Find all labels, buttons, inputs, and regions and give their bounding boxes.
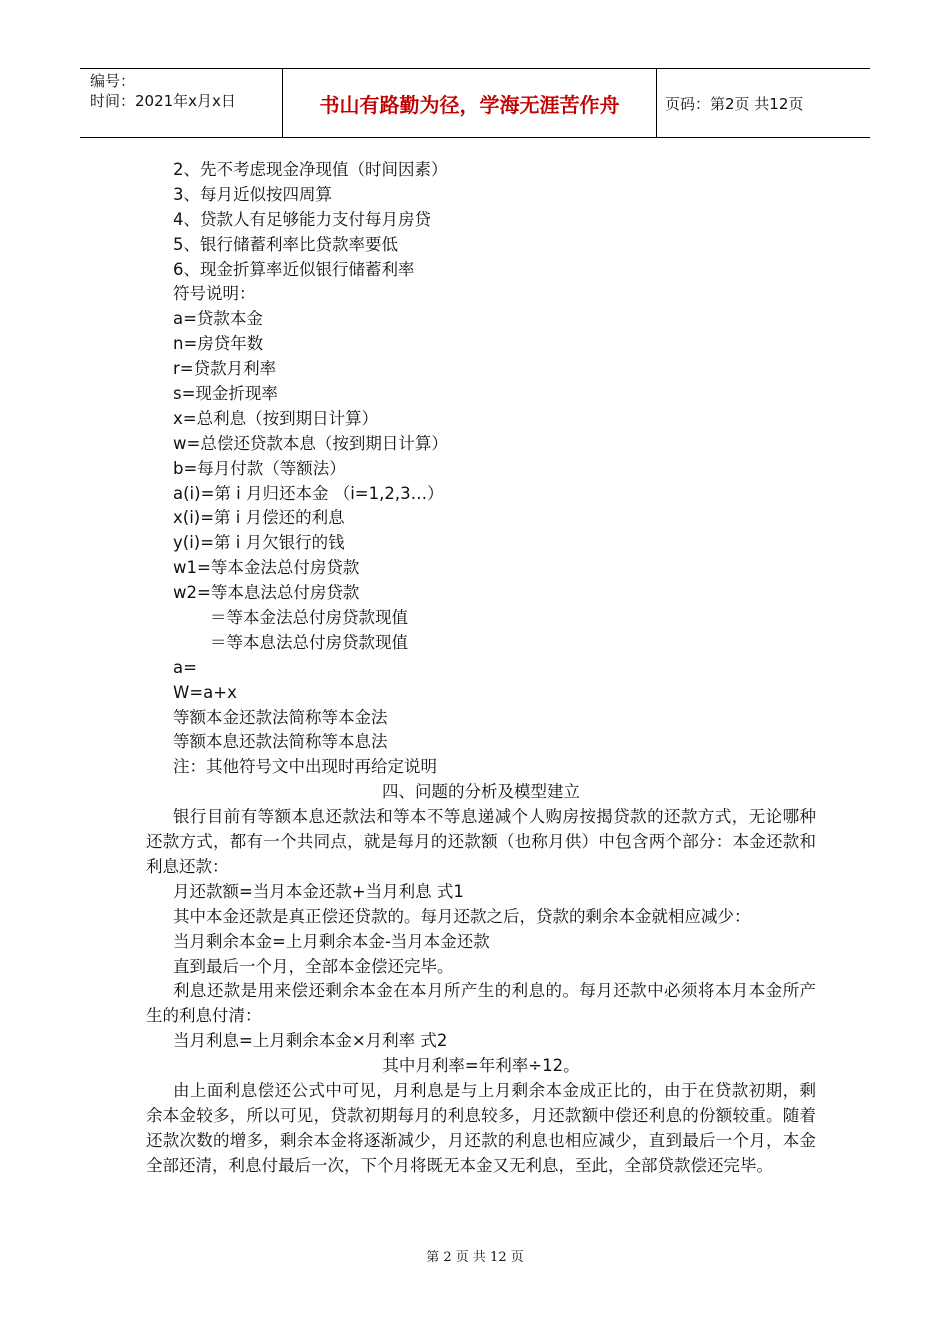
symbol-pv1: ＝等本金法总付房贷款现值: [210, 608, 408, 628]
symbol-ai: a(i)=第 i 月归还本金 （i=1,2,3…）: [173, 483, 444, 503]
paragraph-2: 其中本金还款是真正偿还贷款的。每月还款之后，贷款的剩余本金就相应减少：: [173, 906, 751, 926]
assumption-4: 4、贷款人有足够能力支付每月房贷: [173, 209, 431, 229]
symbol-n: n=房贷年数: [173, 334, 264, 354]
time-label: 时间：2021年x月x日: [90, 92, 236, 110]
page-footer: 第 2 页 共 12 页: [426, 1250, 524, 1265]
symbol-heading: 符号说明：: [173, 284, 256, 304]
abbrev-2: 等额本息还款法简称等本息法: [173, 732, 388, 752]
symbol-b: b=每月付款（等额法）: [173, 458, 346, 478]
symbol-w1: w1=等本金法总付房贷款: [173, 558, 360, 578]
symbol-a: a=贷款本金: [173, 309, 263, 329]
assumption-2: 2、先不考虑现金净现值（时间因素）: [173, 160, 448, 179]
symbol-yi: y(i)=第 i 月欠银行的钱: [173, 533, 345, 553]
symbol-x: x=总利息（按到期日计算）: [173, 408, 379, 428]
formula-3: 当月利息=上月剩余本金×月利率 式2: [173, 1031, 448, 1051]
paragraph-3: 直到最后一个月，全部本金偿还完毕。: [173, 956, 454, 976]
paragraph-4: 利息还款是用来偿还剩余本金在本月所产生的利息的。每月还款中必须将本月本金所产生的利息付清：: [146, 981, 816, 1026]
assumption-6: 6、现金折算率近似银行储蓄利率: [173, 259, 415, 279]
formula-w: W=a+x: [173, 682, 237, 702]
formula-a: a=: [173, 657, 197, 677]
header-page-info: 页码：第2页 共12页: [665, 94, 804, 113]
assumption-3: 3、每月近似按四周算: [173, 184, 332, 204]
assumption-5: 5、银行储蓄利率比贷款率要低: [173, 234, 398, 254]
symbol-s: s=现金折现率: [173, 384, 278, 404]
formula-4: 其中月利率=年利率÷12。: [382, 1056, 580, 1076]
symbol-xi: x(i)=第 i 月偿还的利息: [173, 508, 345, 528]
paragraph-5: 由上面利息偿还公式中可见，月利息是与上月剩余本金成正比的，由于在贷款初期，剩余本金较多，所以可见，贷款初期每月的利息较多，月还款额中偿还利息的份额较重。随着还款次数的增多，剩余本金将逐渐减少，月还款的利息也相应减少，直到最后一个月，本金全部还清，利息付最后一次，下个月将既无本金又无利息，至此，全部贷款偿还完毕。: [146, 1081, 816, 1175]
symbol-w2: w2=等本息法总付房贷款: [173, 583, 360, 603]
symbol-w: w=总偿还贷款本息（按到期日计算）: [173, 433, 448, 453]
paragraph-1: 银行目前有等额本息还款法和等本不等息递减个人购房按揭贷款的还款方式，无论哪种还款方式，都有一个共同点，就是每月的还款额（也称月供）中包含两个部分：本金还款和利息还款：: [146, 807, 816, 876]
formula-2: 当月剩余本金=上月剩余本金-当月本金还款: [173, 931, 490, 951]
header-motto: 书山有路勤为径，学海无涯苦作舟: [283, 69, 657, 137]
symbol-pv2: ＝等本息法总付房贷款现值: [210, 632, 408, 652]
note-line: 注：其他符号文中出现时再给定说明: [173, 757, 437, 777]
symbol-r: r=贷款月利率: [173, 359, 277, 379]
page-header: [80, 68, 870, 138]
document-body: [146, 158, 816, 1179]
header-meta: [80, 69, 283, 137]
abbrev-1: 等额本金还款法简称等本金法: [173, 707, 388, 727]
section-title: 四、问题的分析及模型建立: [382, 782, 580, 802]
formula-1: 月还款额=当月本金还款+当月利息 式1: [173, 881, 464, 901]
number-label: 编号：: [90, 72, 136, 90]
